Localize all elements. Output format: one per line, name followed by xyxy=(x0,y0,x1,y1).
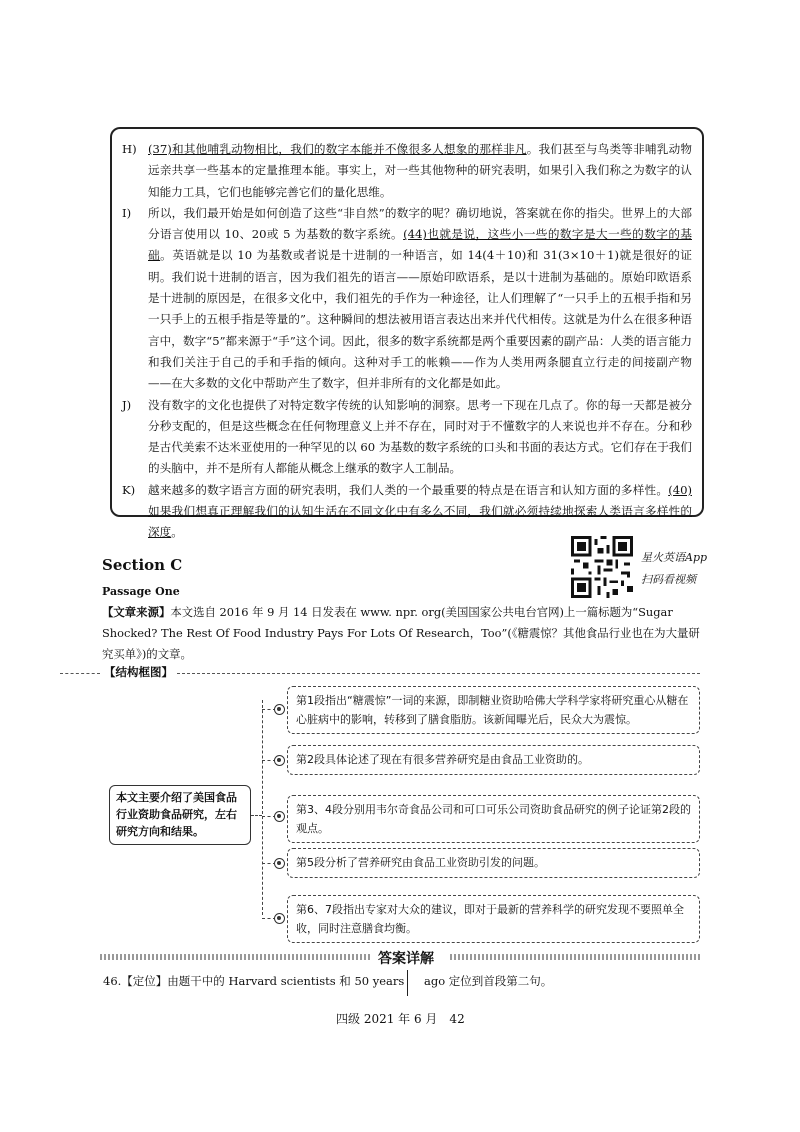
framework-item-2: 第2段具体论述了现在有很多营养研究是由食品工业资助的。 xyxy=(287,745,700,775)
question-46-right: ago 定位到首段第二句。 xyxy=(424,974,553,988)
underlined-sentence: (44)也就是说，这些小一些的数字是大一些的数字的基础 xyxy=(148,227,692,263)
paragraph-text: 所以，我们最开始是如何创造了这些“非自然”的数字的呢？确切地说，答案就在你的指尖。世界上的大部分语言使用以 10、20或 5 为基数的数字系统。 xyxy=(148,205,692,242)
framework-item-1: 第1段指出“糖震惊”一词的来源，即制糖业资助哈佛大学科学家将研究重心从糖在心脏病中的影响，转移到了膳食脂肪。该新闻曝光后，民众大为震惊。 xyxy=(287,686,700,734)
underlined-sentence: (37)和其他哺乳动物相比，我们的数字本能并不像很多人想象的那样非凡 xyxy=(148,142,527,156)
arrow-node-icon xyxy=(274,755,285,766)
passage-subtitle: Passage One xyxy=(102,585,180,598)
article-source xyxy=(102,602,702,665)
paragraph-label: I) xyxy=(122,205,132,220)
underlined-sentence: (40)如果我们想真正理解我们的认知生活在不同文化中有多么不同，我们就必须持续地探索人类语言多样性的深度 xyxy=(148,482,692,540)
answers-title: 答案详解 xyxy=(374,948,438,968)
tree-trunk-line xyxy=(262,700,263,915)
passage-paragraph xyxy=(122,139,692,203)
arrow-node-icon xyxy=(274,913,285,924)
paragraph-text: 。 xyxy=(171,525,183,540)
paragraph-label: K) xyxy=(122,482,136,497)
source-text: 本文选自 2016 年 9 月 14 日发表在 www. npr. org(美国国家公共电台官网)上一篇标题为“Sugar Shocked? The Rest Of Food Industry Pays For Lots Of Research，Too”(《糖震惊？其他食品行业也在为大量研究买单》)的文章。 xyxy=(102,605,700,661)
passage-box xyxy=(110,127,704,540)
paragraph-label: H) xyxy=(122,142,137,156)
arrow-node-icon xyxy=(274,704,285,715)
source-label: 【文章来源】 xyxy=(102,605,171,619)
qr-caption xyxy=(641,547,707,591)
arrow-node-icon xyxy=(274,858,285,869)
qr-caption-app: 星火英语App xyxy=(641,551,708,564)
framework-label: 【结构框图】 xyxy=(104,665,173,679)
paragraph-label: J) xyxy=(122,397,132,412)
passage-paragraph xyxy=(122,395,692,480)
arrow-node-icon xyxy=(274,811,285,822)
page-footer: 四级 2021 年 6 月 42 xyxy=(336,1012,465,1026)
section-title: Section C xyxy=(102,556,183,574)
framework-item-4: 第5段分析了营养研究由食品工业资助引发的问题。 xyxy=(287,848,700,878)
column-divider xyxy=(407,970,408,996)
answers-header xyxy=(100,948,700,966)
passage-paragraph xyxy=(122,203,692,395)
framework-item-5: 第6、7段指出专家对大众的建议，即对于最新的营养科学的研究发现不要照单全收，同时注意膳食均衡。 xyxy=(287,895,700,943)
summary-connector xyxy=(251,815,262,816)
summary-box: 本文主要介绍了美国食品行业资助食品研究，左右研究方向和结果。 xyxy=(109,785,251,845)
paragraph-text: 越来越多的数字语言方面的研究表明，我们人类的一个最重要的特点是在语言和认知方面的多样性。 xyxy=(148,482,669,497)
qr-code-icon[interactable] xyxy=(571,536,633,598)
passage-paragraph xyxy=(122,480,692,544)
paragraph-text: 没有数字的文化也提供了对特定数字传统的认知影响的洞察。思考一下现在几点了。你的每一天都是被分分秒支配的，但是这些概念在任何物理意义上并不存在，同时对于不懂数字的人来说也并不存在。分和秒是古代美索不达米亚使用的一种罕见的以 60 为基数的数字系统的口头和书面的表达方式。它们存在于我们的头脑中，并不是所有人都能从概念上继承的数字人工制品。 xyxy=(148,397,692,476)
paragraph-text: 。英语就是以 10 为基数或者说是十进制的一种语言，如 14(4＋10)和 31(3×10＋1)就是很好的证明。我们说十进制的语言，因为我们祖先的语言——原始印欧语系，是以十进制为基础的。原始印欧语系是十进制的原因是，在很多文化中，我们祖先的手作为一种途径，让人们理解了“一只手上的五根手指和另一只手上的五根手指是等量的”。这种瞬间的想法被用语言表达出来并代代相传。这就是为什么在很多种语言中，数字“5”都来源于“手”这个词。因此，很多的数字系统都是两个重要因素的副产品：人类的语言能力和我们关注于自己的手和手指的倾向。这种对手工的帐赖——作为人类用两条腿直立行走的间接副产物——在大多数的文化中帮助产生了数字，但并非所有的文化都是如此。 xyxy=(148,248,692,391)
question-46-left: 46.【定位】由题干中的 Harvard scientists 和 50 years xyxy=(103,974,405,988)
qr-caption-video: 扫码看视频 xyxy=(641,573,696,586)
framework-header xyxy=(60,664,700,684)
paragraph-text: 。我们甚至与鸟类等非哺乳动物远亲共享一些基本的定量推理本能。事实上，对一些其他物种的研究表明，如果引入我们称之为数字的认知能力工具，它们也能够完善它们的量化思维。 xyxy=(148,142,692,199)
framework-item-3: 第3、4段分别用韦尔奇食品公司和可口可乐公司资助食品研究的例子论证第2段的观点。 xyxy=(287,795,700,843)
